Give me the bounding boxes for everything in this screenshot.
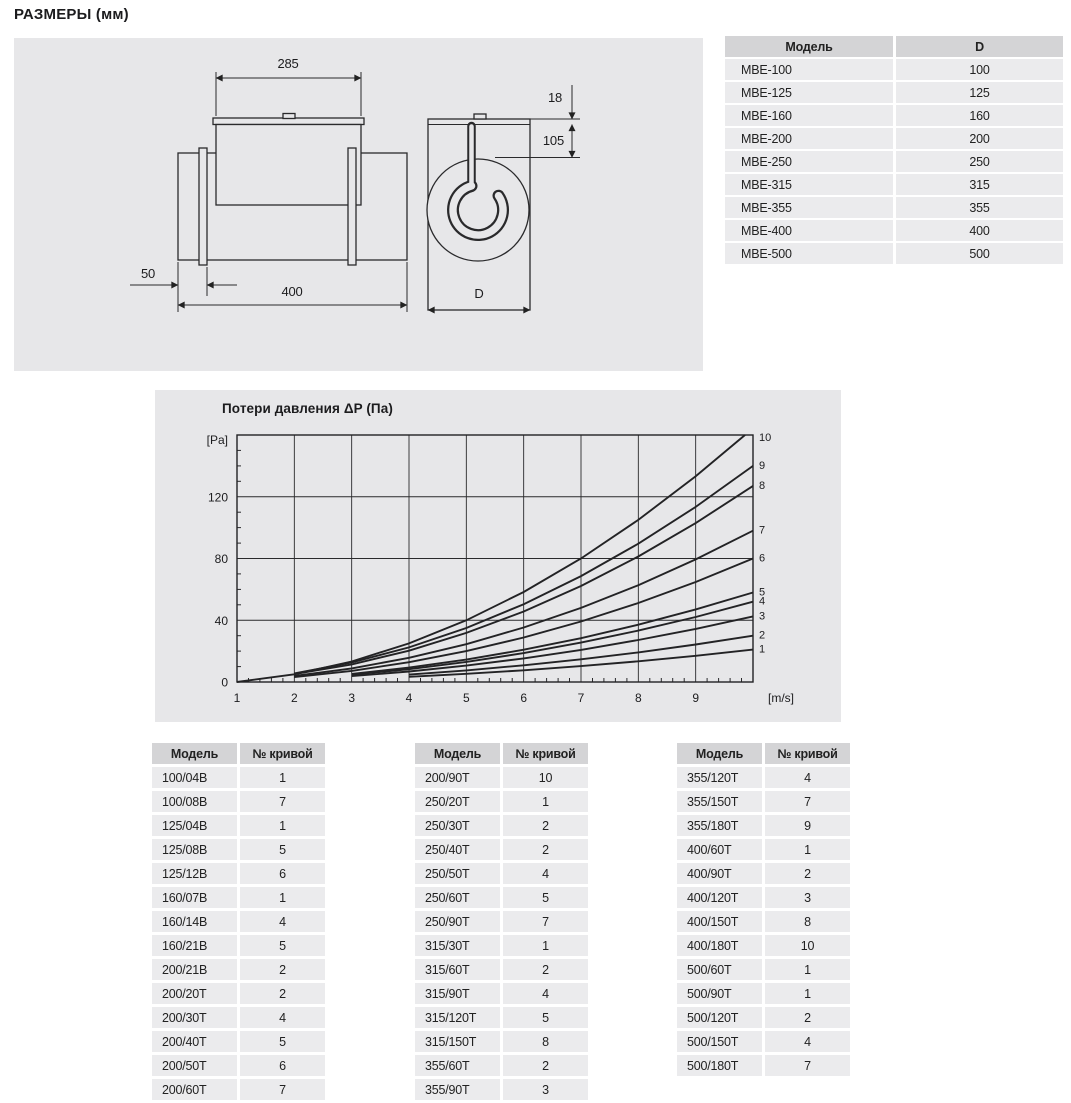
lid-tab-front bbox=[474, 114, 486, 119]
cell-value: 10 bbox=[503, 767, 588, 788]
cell-value: 2 bbox=[765, 1007, 850, 1028]
x-tick-label: 3 bbox=[348, 691, 356, 705]
curve-label-7: 7 bbox=[759, 524, 766, 537]
curve-label-10: 10 bbox=[759, 432, 772, 444]
table-row bbox=[677, 1031, 850, 1052]
cell-value: 6 bbox=[240, 863, 325, 884]
column-header: Модель bbox=[725, 36, 893, 57]
table-row bbox=[152, 1031, 325, 1052]
table-row bbox=[677, 935, 850, 956]
cell-model: 355/150Т bbox=[677, 791, 762, 812]
table-row bbox=[415, 887, 588, 908]
cell-value: 3 bbox=[503, 1079, 588, 1100]
table-row bbox=[152, 887, 325, 908]
cell-model: 125/08В bbox=[152, 839, 237, 860]
cell-model: 250/60Т bbox=[415, 887, 500, 908]
table-row bbox=[725, 82, 1063, 103]
cell-model: 355/60Т bbox=[415, 1055, 500, 1076]
side-view bbox=[130, 56, 407, 312]
table-row bbox=[152, 1007, 325, 1028]
cell-model: МВЕ-160 bbox=[725, 105, 893, 126]
cell-value: 1 bbox=[503, 935, 588, 956]
x-tick-label: 7 bbox=[577, 691, 585, 705]
column-header: № кривой bbox=[765, 743, 850, 764]
cell-model: 500/150Т bbox=[677, 1031, 762, 1052]
chart-title: Потери давления ΔP (Па) bbox=[222, 401, 393, 416]
cell-model: 100/04В bbox=[152, 767, 237, 788]
cell-value: 4 bbox=[503, 983, 588, 1004]
curve-label-2: 2 bbox=[759, 629, 766, 642]
cell-value: 7 bbox=[765, 791, 850, 812]
cell-value: 2 bbox=[765, 863, 850, 884]
dimensions-panel bbox=[14, 38, 703, 371]
cell-value: 9 bbox=[765, 815, 850, 836]
cell-value: 6 bbox=[240, 1055, 325, 1076]
table-row bbox=[415, 1031, 588, 1052]
table-row bbox=[415, 791, 588, 812]
front-view bbox=[427, 85, 580, 310]
cell-model: 500/120Т bbox=[677, 1007, 762, 1028]
cell-model: 500/60Т bbox=[677, 959, 762, 980]
cell-value: 1 bbox=[240, 767, 325, 788]
table-row bbox=[725, 174, 1063, 195]
cell-model: МВЕ-315 bbox=[725, 174, 893, 195]
table-row bbox=[677, 863, 850, 884]
y-tick-label: 40 bbox=[214, 613, 228, 628]
y-tick-label: 0 bbox=[221, 675, 228, 690]
cell-model: 200/30Т bbox=[152, 1007, 237, 1028]
table-row bbox=[415, 911, 588, 932]
cell-value: 10 bbox=[765, 935, 850, 956]
cell-value: 8 bbox=[765, 911, 850, 932]
table-row bbox=[725, 197, 1063, 218]
dim-label-offset: 50 bbox=[140, 266, 156, 281]
table-header-row bbox=[415, 743, 588, 764]
cell-model: 400/120Т bbox=[677, 887, 762, 908]
cell-value: 1 bbox=[503, 791, 588, 812]
dim-label-length: 400 bbox=[281, 284, 303, 299]
cell-value: 7 bbox=[503, 911, 588, 932]
x-tick-label: 6 bbox=[520, 691, 528, 705]
table-row bbox=[152, 935, 325, 956]
dim-18 bbox=[530, 85, 580, 119]
cell-value: 5 bbox=[240, 839, 325, 860]
cell-value: 7 bbox=[240, 791, 325, 812]
column-header: Модель bbox=[152, 743, 237, 764]
table-row bbox=[725, 59, 1063, 80]
curve-table-1 bbox=[149, 740, 328, 1103]
table-row bbox=[415, 839, 588, 860]
cell-value: 5 bbox=[240, 1031, 325, 1052]
table-row bbox=[677, 911, 850, 932]
curve-label-3: 3 bbox=[759, 610, 766, 623]
table-row bbox=[152, 815, 325, 836]
table-row bbox=[415, 959, 588, 980]
x-tick-label: 2 bbox=[290, 691, 298, 705]
dim-400 bbox=[178, 262, 407, 312]
dim-label-cap: 18 bbox=[547, 90, 562, 105]
cell-value: 7 bbox=[240, 1079, 325, 1100]
cell-value: 200 bbox=[896, 128, 1063, 149]
y-axis-unit: [Pa] bbox=[206, 433, 228, 447]
cell-model: 250/30Т bbox=[415, 815, 500, 836]
table-row bbox=[725, 105, 1063, 126]
cell-value: 2 bbox=[240, 959, 325, 980]
cell-value: 400 bbox=[896, 220, 1063, 241]
cell-model: 200/20Т bbox=[152, 983, 237, 1004]
cell-value: 315 bbox=[896, 174, 1063, 195]
x-tick-label: 4 bbox=[405, 691, 413, 705]
cell-value: 7 bbox=[765, 1055, 850, 1076]
column-header: № кривой bbox=[503, 743, 588, 764]
table-row bbox=[415, 1007, 588, 1028]
column-header: № кривой bbox=[240, 743, 325, 764]
cell-value: 4 bbox=[765, 1031, 850, 1052]
dim-label-diameter: D bbox=[474, 286, 484, 301]
cell-model: 125/12В bbox=[152, 863, 237, 884]
cell-model: 500/90Т bbox=[677, 983, 762, 1004]
column-header: Модель bbox=[415, 743, 500, 764]
curve-label-5: 5 bbox=[759, 586, 766, 599]
cell-value: 3 bbox=[765, 887, 850, 908]
table-header-row bbox=[152, 743, 325, 764]
cell-model: МВЕ-355 bbox=[725, 197, 893, 218]
dim-label-box-width: 285 bbox=[277, 56, 299, 71]
curve-label-4: 4 bbox=[759, 595, 766, 608]
table-row bbox=[152, 767, 325, 788]
table-row bbox=[677, 767, 850, 788]
table-row bbox=[415, 1055, 588, 1076]
curve-4 bbox=[352, 602, 753, 675]
cell-value: 1 bbox=[765, 959, 850, 980]
x-tick-label: 5 bbox=[462, 691, 470, 705]
table-row bbox=[677, 983, 850, 1004]
cell-value: 1 bbox=[240, 815, 325, 836]
cell-value: 2 bbox=[240, 983, 325, 1004]
cell-value: 500 bbox=[896, 243, 1063, 264]
cell-model: 200/21В bbox=[152, 959, 237, 980]
flange-right bbox=[348, 148, 356, 265]
cell-value: 160 bbox=[896, 105, 1063, 126]
table-row bbox=[677, 815, 850, 836]
table-row bbox=[152, 983, 325, 1004]
table-row bbox=[152, 791, 325, 812]
table-row bbox=[415, 983, 588, 1004]
table-header-row bbox=[725, 36, 1063, 57]
curve-label-1: 1 bbox=[759, 643, 766, 656]
cell-value: 1 bbox=[765, 983, 850, 1004]
table-row bbox=[415, 1079, 588, 1100]
curve-table-3 bbox=[674, 740, 853, 1079]
curve-table-2 bbox=[412, 740, 591, 1103]
cell-value: 2 bbox=[503, 815, 588, 836]
cell-model: МВЕ-125 bbox=[725, 82, 893, 103]
cell-value: 8 bbox=[503, 1031, 588, 1052]
connection-box bbox=[216, 125, 361, 206]
table-row bbox=[725, 243, 1063, 264]
page-title: РАЗМЕРЫ (мм) bbox=[14, 6, 129, 23]
cell-value: 1 bbox=[240, 887, 325, 908]
table-row bbox=[415, 815, 588, 836]
cell-model: 355/180Т bbox=[677, 815, 762, 836]
cell-model: 315/30Т bbox=[415, 935, 500, 956]
cell-value: 2 bbox=[503, 1055, 588, 1076]
table-header-row bbox=[677, 743, 850, 764]
curve-label-9: 9 bbox=[759, 459, 766, 472]
cell-value: 2 bbox=[503, 839, 588, 860]
table-row bbox=[677, 791, 850, 812]
table-row bbox=[677, 839, 850, 860]
cell-model: 400/180Т bbox=[677, 935, 762, 956]
table-row bbox=[725, 220, 1063, 241]
table-row bbox=[677, 1007, 850, 1028]
cell-model: МВЕ-500 bbox=[725, 243, 893, 264]
model-diameter-table bbox=[722, 34, 1066, 266]
table-row bbox=[725, 151, 1063, 172]
y-tick-label: 80 bbox=[214, 552, 228, 566]
cell-value: 5 bbox=[240, 935, 325, 956]
dim-285 bbox=[216, 56, 361, 116]
x-tick-label: 8 bbox=[634, 691, 642, 705]
cell-model: 315/60Т bbox=[415, 959, 500, 980]
cell-model: МВЕ-250 bbox=[725, 151, 893, 172]
table-row bbox=[152, 1055, 325, 1076]
cell-model: 200/60Т bbox=[152, 1079, 237, 1100]
y-tick-label: 120 bbox=[207, 490, 228, 505]
table-row bbox=[725, 128, 1063, 149]
cell-model: МВЕ-100 bbox=[725, 59, 893, 80]
table-row bbox=[677, 887, 850, 908]
cell-model: 100/08В bbox=[152, 791, 237, 812]
cell-value: 4 bbox=[765, 767, 850, 788]
table-row bbox=[415, 767, 588, 788]
flange-left bbox=[199, 148, 207, 265]
cell-model: 315/150Т bbox=[415, 1031, 500, 1052]
cell-model: 250/90Т bbox=[415, 911, 500, 932]
cell-model: 160/07В bbox=[152, 887, 237, 908]
cell-model: 160/14В bbox=[152, 911, 237, 932]
x-tick-label: 9 bbox=[692, 691, 700, 705]
dim-label-depth: 105 bbox=[542, 133, 564, 148]
cell-model: 400/60Т bbox=[677, 839, 762, 860]
curve-label-8: 8 bbox=[759, 479, 766, 492]
table-row bbox=[152, 1079, 325, 1100]
cell-value: 5 bbox=[503, 1007, 588, 1028]
cell-model: МВЕ-400 bbox=[725, 220, 893, 241]
table-row bbox=[152, 959, 325, 980]
cell-value: 100 bbox=[896, 59, 1063, 80]
cell-model: 315/120Т bbox=[415, 1007, 500, 1028]
cell-model: МВЕ-200 bbox=[725, 128, 893, 149]
cell-model: 160/21В bbox=[152, 935, 237, 956]
table-row bbox=[677, 1055, 850, 1076]
table-row bbox=[152, 863, 325, 884]
cell-model: 400/150Т bbox=[677, 911, 762, 932]
cell-model: 125/04В bbox=[152, 815, 237, 836]
table-row bbox=[415, 935, 588, 956]
cell-value: 5 bbox=[503, 887, 588, 908]
cell-model: 250/50Т bbox=[415, 863, 500, 884]
cell-value: 4 bbox=[503, 863, 588, 884]
cell-value: 1 bbox=[765, 839, 850, 860]
cell-model: 250/20Т bbox=[415, 791, 500, 812]
cell-value: 2 bbox=[503, 959, 588, 980]
cell-value: 250 bbox=[896, 151, 1063, 172]
dim-50 bbox=[130, 266, 237, 296]
dimension-drawing bbox=[14, 38, 703, 371]
cell-model: 200/90Т bbox=[415, 767, 500, 788]
cell-value: 4 bbox=[240, 1007, 325, 1028]
column-header: Модель bbox=[677, 743, 762, 764]
pressure-loss-chart bbox=[155, 390, 841, 722]
x-tick-label: 1 bbox=[233, 691, 241, 705]
x-axis-unit: [m/s] bbox=[768, 691, 794, 705]
curve-label-6: 6 bbox=[759, 552, 766, 565]
table-row bbox=[415, 863, 588, 884]
cell-model: 500/180Т bbox=[677, 1055, 762, 1076]
chart-panel bbox=[155, 390, 841, 722]
cell-model: 355/90Т bbox=[415, 1079, 500, 1100]
cell-model: 400/90Т bbox=[677, 863, 762, 884]
table-row bbox=[152, 911, 325, 932]
cell-model: 315/90Т bbox=[415, 983, 500, 1004]
cell-model: 250/40Т bbox=[415, 839, 500, 860]
cell-value: 125 bbox=[896, 82, 1063, 103]
table-row bbox=[677, 959, 850, 980]
column-header: D bbox=[896, 36, 1063, 57]
cell-value: 4 bbox=[240, 911, 325, 932]
cell-model: 200/40Т bbox=[152, 1031, 237, 1052]
table-row bbox=[152, 839, 325, 860]
cell-value: 355 bbox=[896, 197, 1063, 218]
duct-opening bbox=[427, 159, 529, 261]
lid-tab bbox=[283, 114, 295, 119]
cell-model: 355/120Т bbox=[677, 767, 762, 788]
cell-model: 200/50Т bbox=[152, 1055, 237, 1076]
